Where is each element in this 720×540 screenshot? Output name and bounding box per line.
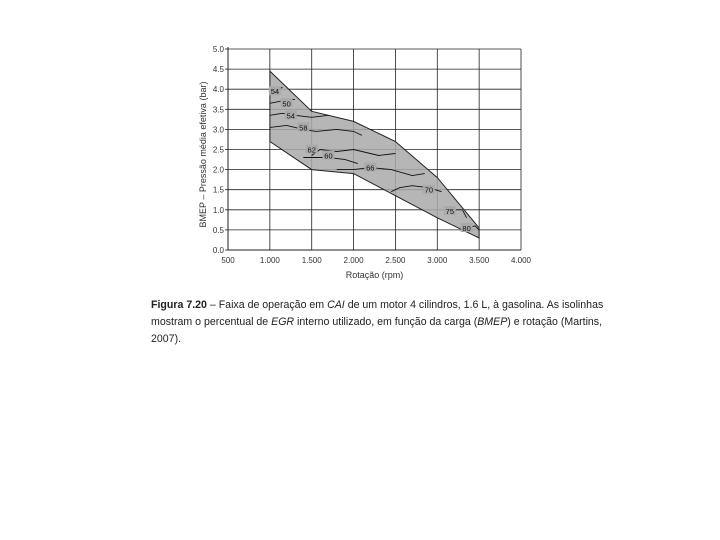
x-tick-label: 500: [221, 256, 235, 265]
isoline-label: 62: [307, 145, 316, 155]
isoline-label: 58: [299, 123, 308, 133]
isoline-label: 66: [366, 163, 375, 173]
y-tick-label: 1.0: [212, 205, 224, 215]
x-tick-label: 1.000: [259, 256, 280, 265]
y-axis-label: BMEP – Pressão média efetiva (bar): [198, 81, 208, 228]
y-tick-label: 4.5: [212, 65, 224, 75]
isoline-label: 70: [424, 185, 434, 195]
caption-text: – Faixa de operação em: [206, 299, 328, 311]
y-tick-label: 2.5: [212, 145, 224, 155]
y-tick-label: 3.5: [212, 105, 224, 115]
x-tick-label: 1.500: [301, 256, 322, 265]
figure-caption: [151, 297, 611, 348]
y-tick-label: 0.0: [212, 246, 224, 255]
y-tick-label: 1.5: [212, 185, 224, 195]
caption-cai: CAI: [327, 299, 345, 311]
caption-text: ) e rotação (Martins, 2007).: [151, 316, 603, 345]
y-tick-label: 3.0: [212, 125, 224, 135]
x-tick-label: 3.500: [469, 256, 490, 265]
isoline-label: 54: [270, 87, 280, 97]
isoline-label: 75: [445, 207, 455, 217]
y-tick-label: 0.5: [212, 225, 224, 235]
caption-text: interno utilizado, em função da carga (: [294, 316, 478, 328]
caption-text: de um motor 4 cilindros, 1.6 L, à gasolina. As isolinhas mostram o percentual de: [151, 299, 604, 328]
isoline-label: 50: [282, 99, 291, 109]
isoline-label: 54: [286, 111, 295, 121]
caption-egr: EGR: [271, 316, 295, 328]
y-tick-label: 2.0: [212, 165, 224, 175]
x-axis-label: Rotação (rpm): [345, 270, 404, 280]
x-tick-label: 3.000: [427, 256, 448, 265]
y-tick-label: 5.0: [212, 45, 224, 54]
caption-bmep: BMEP: [477, 316, 508, 328]
x-tick-label: 2.500: [385, 256, 406, 265]
caption-label: Figura 7.20: [151, 299, 207, 311]
isoline-label: 80: [462, 223, 471, 233]
isoline-label: 60: [324, 151, 333, 161]
x-tick-label: 2.000: [343, 256, 364, 265]
y-tick-label: 4.0: [212, 85, 224, 95]
x-tick-label: 4.000: [510, 256, 532, 265]
